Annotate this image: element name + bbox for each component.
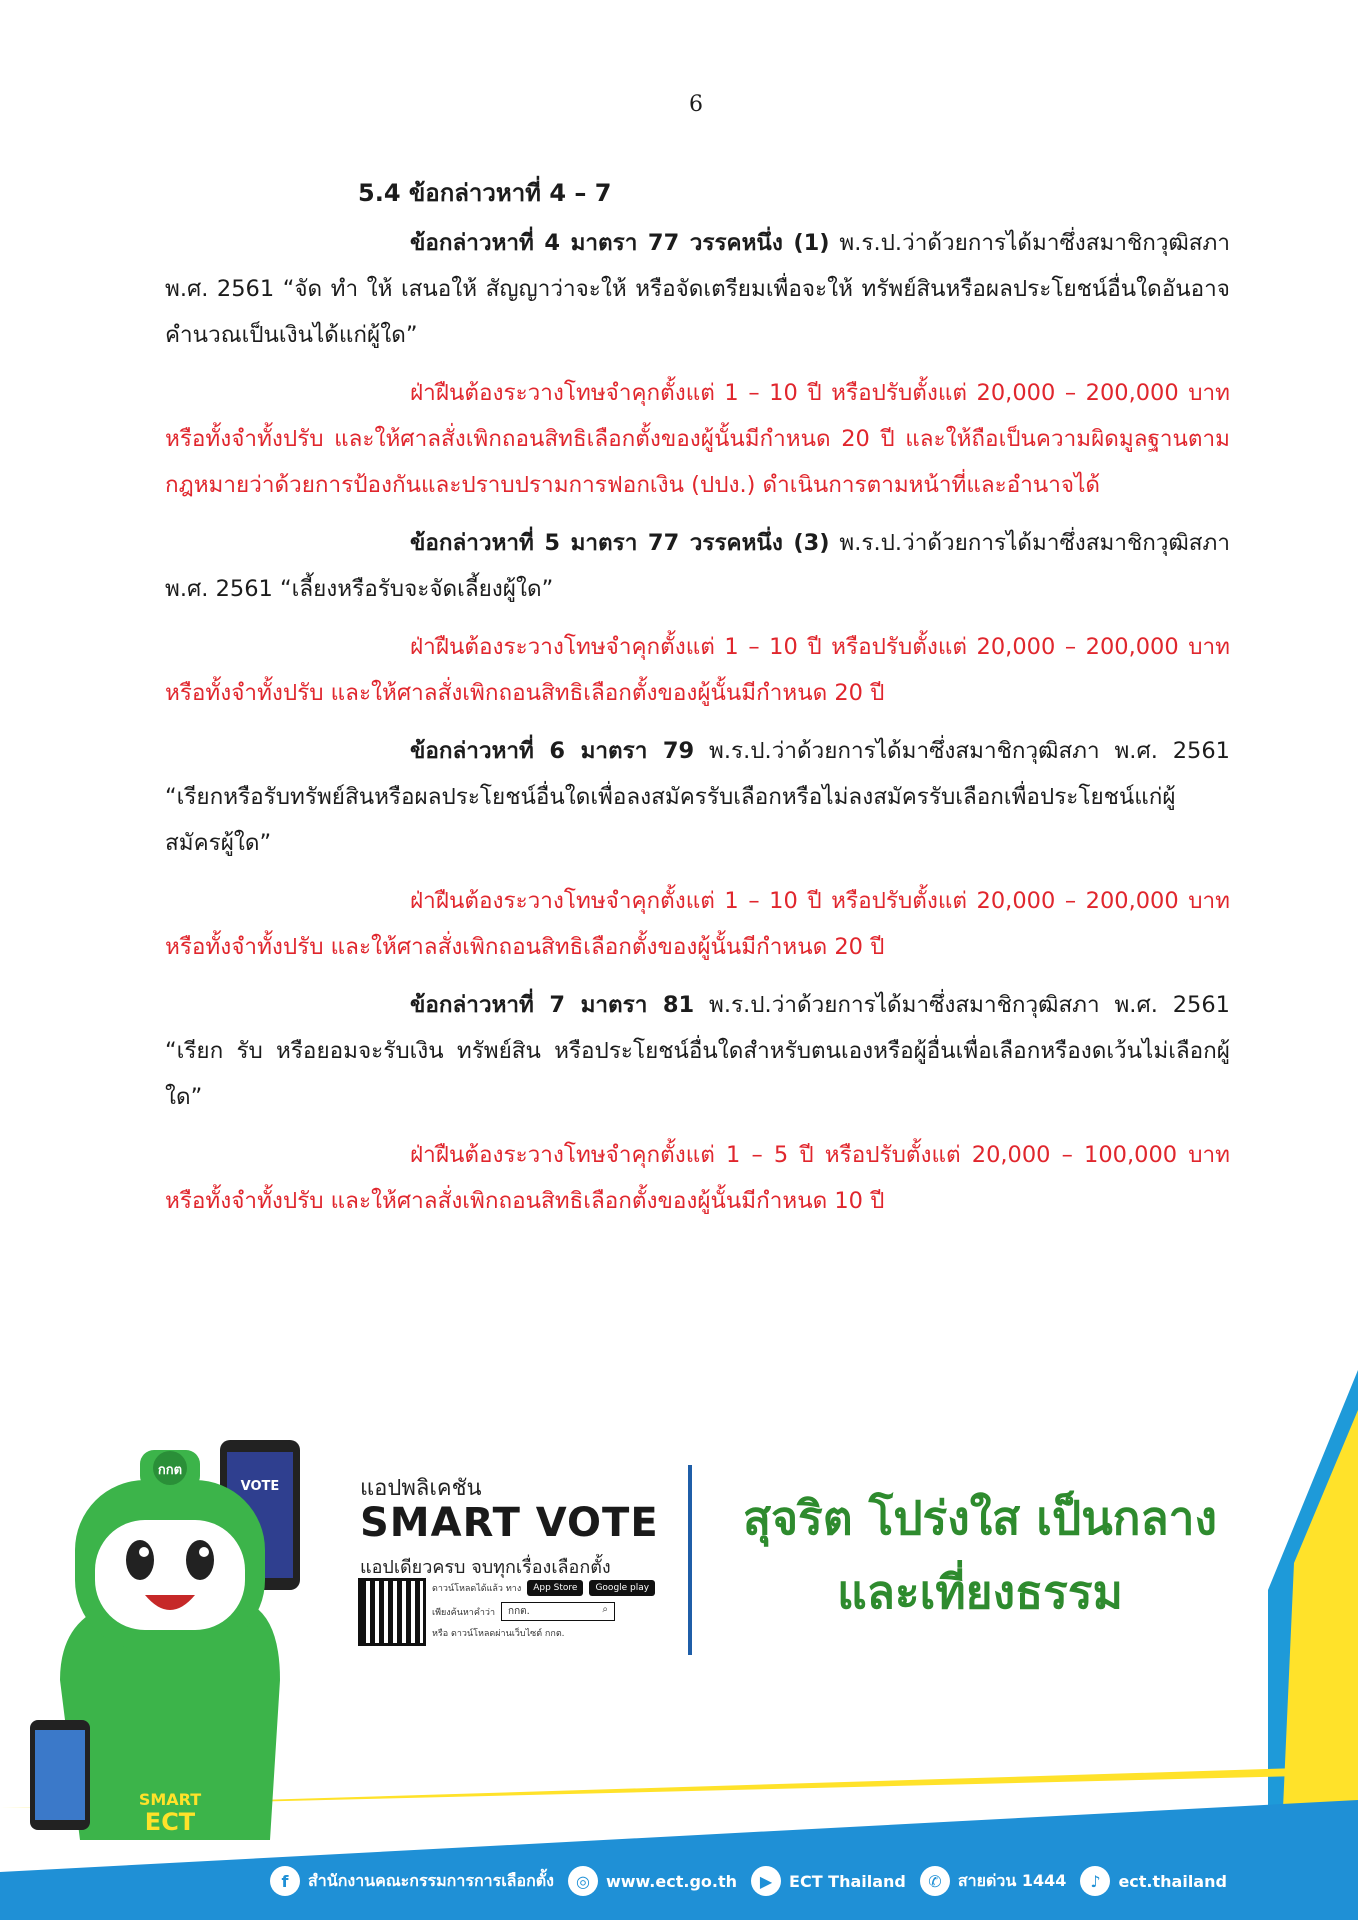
allegation-heading: ข้อกล่าวหาที่ 5 มาตรา 77 วรรคหนึ่ง (3) — [410, 530, 830, 556]
facebook-label: สำนักงานคณะกรรมการการเลือกตั้ง — [308, 1870, 554, 1890]
search-hint — [432, 1602, 615, 1621]
allegation-text: พ.ร.ป.ว่าด้วยการได้มาซึ่งสมาชิกวุฒิสภา พ.ศ. 2561 “เรียกหรือรับทรัพย์สินหรือผลประโยชน์อื่นใดเพื่อลงสมัครรับเลือกหรือไม่ลงสมัครรับเลือกเพื่อประโยชน์แก่ผู้สมัครผู้ใด” — [165, 738, 1230, 856]
app-store-badge[interactable]: App Store — [527, 1580, 583, 1596]
penalty-4: ฝ่าฝืนต้องระวางโทษจำคุกตั้งแต่ 1 – 10 ปี หรือปรับตั้งแต่ 20,000 – 200,000 บาท หรือทั้งจำทั้งปรับ และให้ศาลสั่งเพิกถอนสิทธิเลือกตั้งของผู้นั้นมีกำหนด 20 ปี และให้ถือเป็นความผิดมูลฐานตามกฎหมายว่าด้วยการป้องกันและปราบปรามการฟอกเงิน (ปปง.) ดำเนินการตามหน้าที่และอำนาจได้ — [165, 380, 1230, 498]
web-download-label: หรือ ดาวน์โหลดผ่านเว็บไซต์ กกต. — [432, 1629, 565, 1639]
app-label: แอปพลิเคชัน — [360, 1476, 482, 1501]
allegation-heading: ข้อกล่าวหาที่ 4 มาตรา 77 วรรคหนึ่ง (1) — [410, 230, 830, 256]
store-badges — [432, 1580, 655, 1596]
app-name: SMART VOTE — [360, 1500, 659, 1546]
google-play-badge[interactable]: Google play — [589, 1580, 655, 1596]
phone-screen-label: VOTE — [240, 1479, 280, 1494]
search-icon: ⌕ — [602, 1604, 609, 1615]
tiktok-label: ect.thailand — [1118, 1871, 1227, 1891]
facebook-icon: f — [270, 1866, 300, 1896]
penalty-5: ฝ่าฝืนต้องระวางโทษจำคุกตั้งแต่ 1 – 10 ปี หรือปรับตั้งแต่ 20,000 – 200,000 บาท หรือทั้งจำทั้งปรับ และให้ศาลสั่งเพิกถอนสิทธิเลือกตั้งของผู้นั้นมีกำหนด 20 ปี — [165, 634, 1230, 706]
tiktok-link[interactable] — [1080, 1866, 1227, 1896]
allegation-5 — [165, 520, 1230, 612]
globe-icon: ◎ — [568, 1866, 598, 1896]
allegation-text: พ.ร.ป.ว่าด้วยการได้มาซึ่งสมาชิกวุฒิสภา พ.ศ. 2561 “เรียก รับ หรือยอมจะรับเงิน ทรัพย์สิน หรือประโยชน์อื่นใดสำหรับตนเองหรือผู้อื่นเพื่อเลือกหรืองดเว้นไม่เลือกผู้ใด” — [165, 992, 1230, 1110]
slogan-line-1: สุจริต โปร่งใส เป็นกลาง — [743, 1491, 1217, 1545]
page-number: 6 — [689, 92, 703, 117]
search-value: กกต. — [508, 1606, 530, 1617]
tiktok-icon: ♪ — [1080, 1866, 1110, 1896]
document-body — [165, 170, 1230, 1236]
search-box — [501, 1602, 615, 1621]
section-title: 5.4 ข้อกล่าวหาที่ 4 – 7 — [358, 179, 612, 207]
smart-ect-mascot-icon — [20, 1410, 320, 1880]
footer-banner — [0, 1370, 1358, 1920]
mascot-shirt-line2: ECT — [144, 1808, 196, 1836]
website-link[interactable] — [568, 1866, 737, 1896]
app-tagline: แอปเดียวครบ จบทุกเรื่องเลือกตั้ง — [360, 1557, 611, 1578]
search-label: เพียงค้นหาคำว่า — [432, 1607, 496, 1618]
mascot-cap-text: กกต — [157, 1463, 183, 1478]
youtube-link[interactable] — [751, 1866, 906, 1896]
allegation-text: พ.ร.ป.ว่าด้วยการได้มาซึ่งสมาชิกวุฒิสภา พ.ศ. 2561 “จัด ทำ ให้ เสนอให้ สัญญาว่าจะให้ หรือจัดเตรียมเพื่อจะให้ ทรัพย์สินหรือผลประโยชน์อื่นใดอันอาจคำนวณเป็นเงินได้แก่ผู้ใด” — [165, 230, 1231, 348]
youtube-label: ECT Thailand — [789, 1871, 906, 1891]
contact-bar — [270, 1866, 1227, 1896]
slogan-line-2: และเที่ยงธรรม — [837, 1565, 1123, 1619]
hotline-label: สายด่วน 1444 — [957, 1870, 1067, 1890]
allegation-text: พ.ร.ป.ว่าด้วยการได้มาซึ่งสมาชิกวุฒิสภา พ.ศ. 2561 “เลี้ยงหรือรับจะจัดเลี้ยงผู้ใด” — [165, 530, 1231, 602]
play-icon: ▶ — [751, 1866, 781, 1896]
download-label: ดาวน์โหลดได้แล้ว ทาง — [432, 1584, 522, 1594]
phone-icon: ✆ — [920, 1866, 950, 1896]
allegation-heading: ข้อกล่าวหาที่ 7 มาตรา 81 — [410, 992, 695, 1018]
divider — [688, 1465, 692, 1655]
allegation-7 — [165, 982, 1230, 1120]
website-label: www.ect.go.th — [605, 1871, 738, 1891]
mascot-shirt-line1: SMART — [138, 1790, 202, 1809]
penalty-7: ฝ่าฝืนต้องระวางโทษจำคุกตั้งแต่ 1 – 5 ปี หรือปรับตั้งแต่ 20,000 – 100,000 บาท หรือทั้งจำทั้งปรับ และให้ศาลสั่งเพิกถอนสิทธิเลือกตั้งของผู้นั้นมีกำหนด 10 ปี — [165, 1142, 1230, 1214]
facebook-link[interactable] — [270, 1866, 554, 1896]
allegation-heading: ข้อกล่าวหาที่ 6 มาตรา 79 — [410, 738, 695, 764]
allegation-4 — [165, 220, 1230, 358]
penalty-6: ฝ่าฝืนต้องระวางโทษจำคุกตั้งแต่ 1 – 10 ปี หรือปรับตั้งแต่ 20,000 – 200,000 บาท หรือทั้งจำทั้งปรับ และให้ศาลสั่งเพิกถอนสิทธิเลือกตั้งของผู้นั้นมีกำหนด 20 ปี — [165, 888, 1230, 960]
allegation-6 — [165, 728, 1230, 866]
qr-code-icon — [358, 1578, 426, 1646]
hotline-link[interactable] — [920, 1866, 1067, 1896]
